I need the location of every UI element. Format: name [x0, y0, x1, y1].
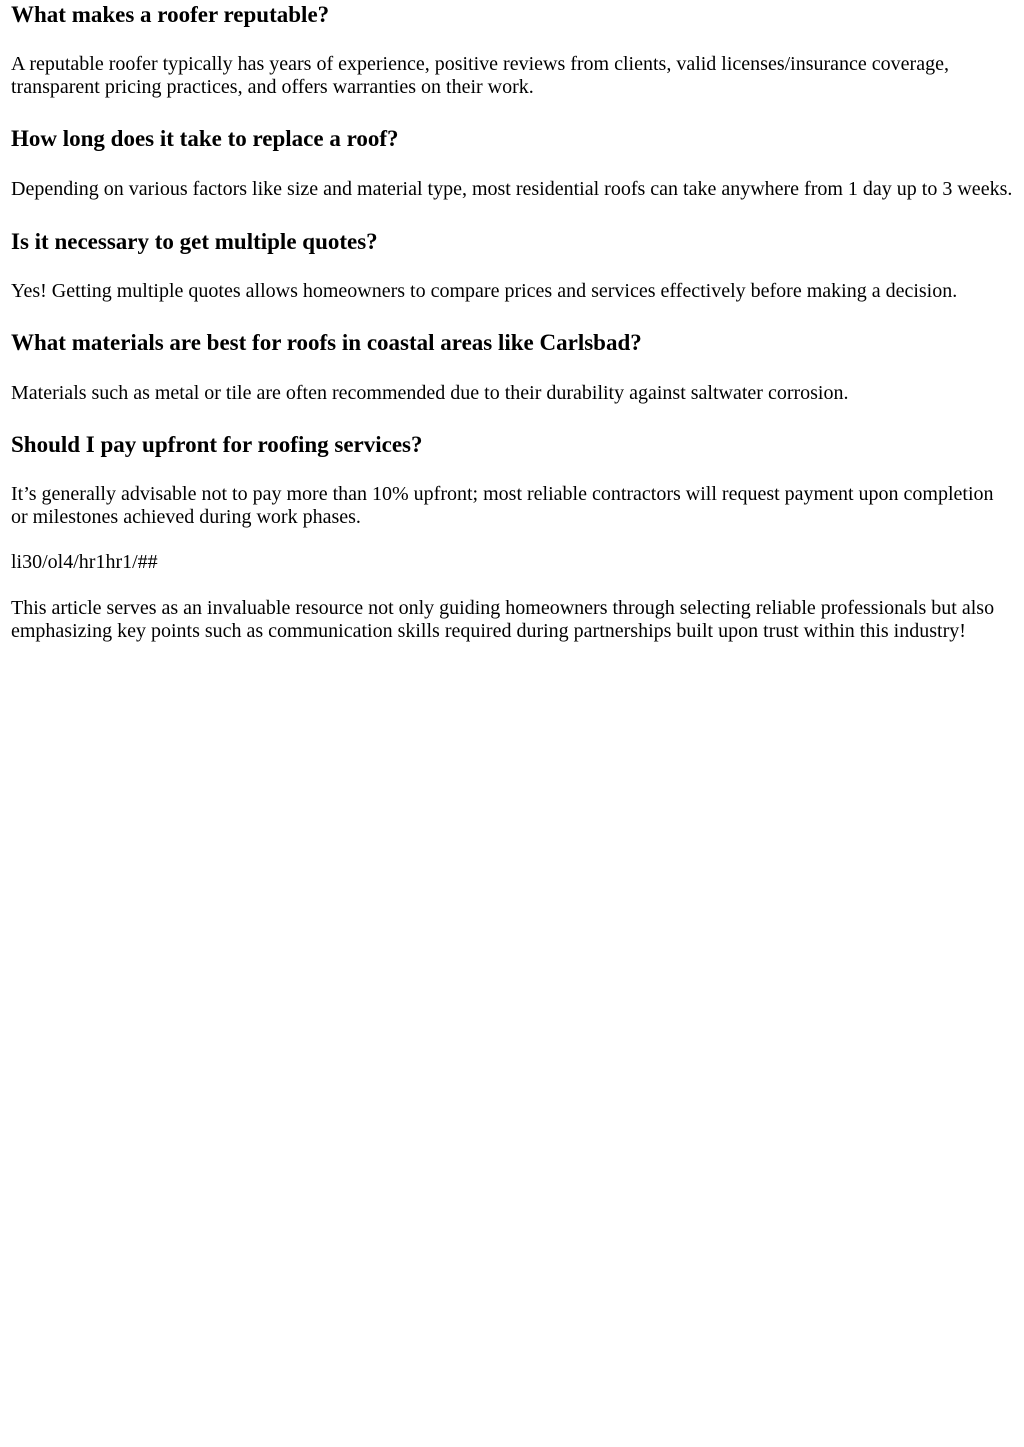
closing-paragraph: This article serves as an invaluable resource not only guiding homeowners through selecting reliable professionals but also emphasizing key points such as communication skills required during partnerships built upon trust within this industry!	[11, 597, 995, 642]
faq-question-upfront-payment: Should I pay upfront for roofing services?	[11, 432, 423, 457]
faq-answer-coastal-materials: Materials such as metal or tile are often recommended due to their durability against saltwater corrosion.	[11, 382, 849, 404]
article-page	[0, 1, 1024, 643]
faq-answer-reputable: A reputable roofer typically has years of experience, positive reviews from clients, valid licenses/insurance coverage, transparent pricing practices, and offers warranties on their work.	[11, 53, 949, 98]
faq-question-multiple-quotes: Is it necessary to get multiple quotes?	[11, 229, 378, 254]
markup-artifact-text: li30/ol4/hr1hr1/##	[11, 551, 158, 573]
faq-answer-upfront-payment: It’s generally advisable not to pay more than 10% upfront; most reliable contractors will request payment upon completion or milestones achieved during work phases.	[11, 483, 994, 528]
faq-question-coastal-materials: What materials are best for roofs in coastal areas like Carlsbad?	[11, 330, 642, 355]
faq-question-reputable: What makes a roofer reputable?	[11, 2, 330, 27]
faq-question-replace-duration: How long does it take to replace a roof?	[11, 126, 399, 151]
faq-answer-replace-duration: Depending on various factors like size and material type, most residential roofs can take anywhere from 1 day up to 3 weeks.	[11, 178, 1013, 200]
faq-answer-multiple-quotes: Yes! Getting multiple quotes allows homeowners to compare prices and services effectively before making a decision.	[11, 280, 958, 302]
